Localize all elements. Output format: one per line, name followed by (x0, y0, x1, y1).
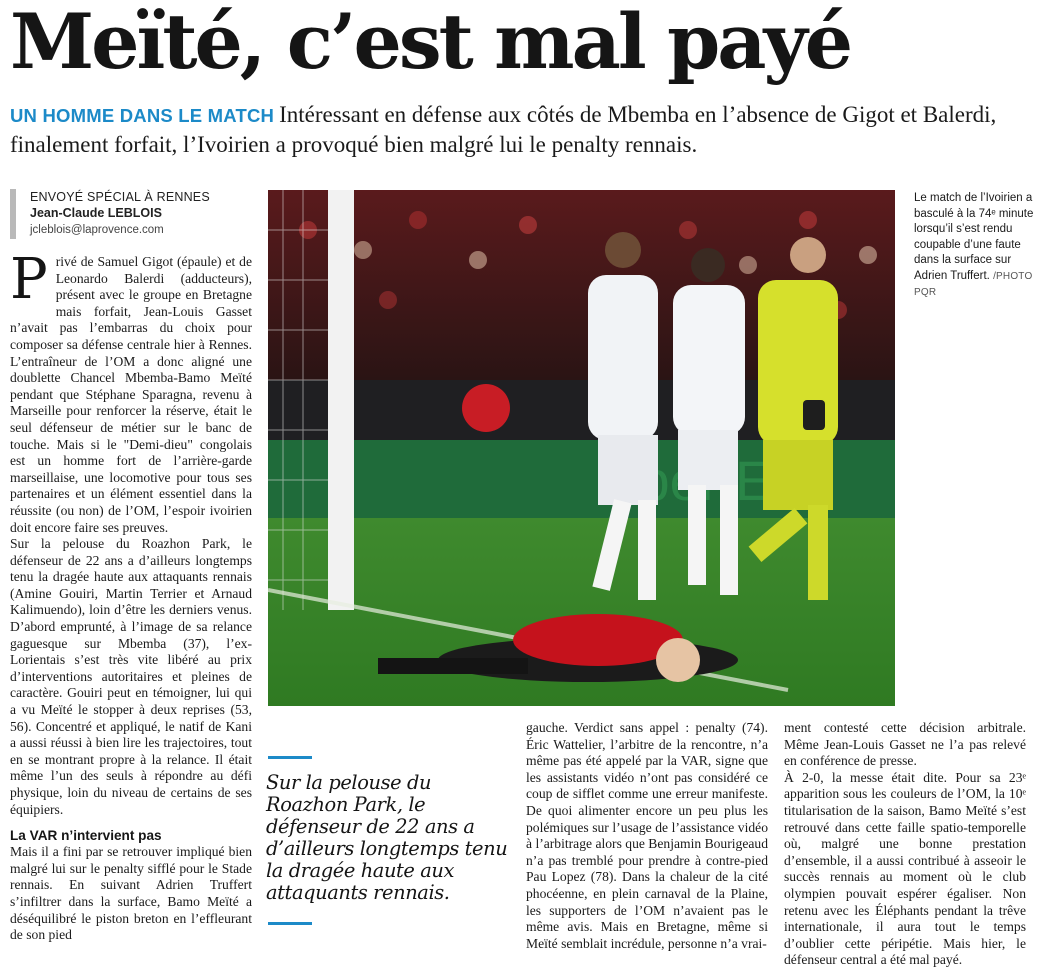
svg-text:Uber E: Uber E (598, 449, 773, 512)
photo-credit: /PHOTO PQR (914, 270, 1033, 298)
article-subhead: La VAR n’intervient pas (10, 828, 162, 844)
photo-caption (914, 191, 1044, 300)
standfirst-kicker: UN HOMME DANS LE MATCH (10, 105, 275, 126)
drop-cap: P (10, 254, 48, 312)
paragraph-1-text: rivé de Samuel Gigot (épaule) et de Leonardo Balerdi (adducteurs), présent avec le groupe en Bretagne mais forfait, Jean-Louis Gasset n’avait pas l’embarras du choix pour composer sa défense centrale hier à Rennes. L’entraîneur de l’OM a donc aligné une doublette Chancel Mbemba-Bamo Meïté pendant que Stéphane Sparagna, revenu à Marseille pour renforcer la réserve, était le seul défenseur de métier sur le banc de touche. Mais si le "Demi-dieu" congolais est un homme fort de l’arrière-garde marseillaise, une locomotive pour tous ses partenaires et un élément essentiel dans la réussite (ou non) de l’OM, l’espoir ivoirien doit encore faire ses preuves. (10, 254, 252, 535)
pull-quote-rule-bottom (268, 922, 312, 925)
caption-text: Le match de l’Ivoirien a basculé à la 74ᵉ minute lorsqu’il s’est rendu coupable d’une faute dans la surface sur Adrien Truffert. (914, 192, 1034, 282)
article-paragraph-6: À 2-0, la messe était dite. Pour sa 23ᵉ apparition sous les couleurs de l’OM, la 10ᵉ titularisation de la saison, Bamo Meïté s’est retrouvé dans cette faille spatio-temporelle où, malgré une bonne prestation d’ensemble, il a aussi contribué à asseoir le succès rennais au moment où le club olympien pouvait espérer égaliser. Non retenu avec les Éléphants pendant la trêve internationale, il aura tout le temps d’oublier cette péripétie. Mais hier, le défenseur central a été mal payé. (784, 769, 1026, 968)
byline-envoy: ENVOYÉ SPÉCIAL À RENNES (30, 190, 210, 204)
byline-author: Jean-Claude LEBLOIS (30, 206, 162, 220)
match-photo (268, 190, 895, 706)
article-column-4 (784, 720, 1026, 978)
article-paragraph-5: ment contesté cette décision arbitrale. Même Jean-Louis Gasset ne l’a pas relevé en conférence de presse. (784, 720, 1026, 769)
standfirst (10, 100, 1046, 159)
byline (10, 189, 260, 239)
article-column-1 (10, 254, 252, 979)
pull-quote: Sur la pelouse du Roazhon Park, le défenseur de 22 ans a d’ailleurs longtemps tenu la dragée haute aux attaquants rennais. (266, 771, 508, 904)
standfirst-text: Intéressant en défense aux côtés de Mbemba en l’absence de Gigot et Balerdi, finalement forfait, l’Ivoirien a provoqué bien malgré lui le penalty rennais. (10, 102, 997, 157)
pull-quote-rule-top (268, 756, 312, 759)
football-match-photo-icon (268, 190, 895, 706)
article-column-3 (526, 720, 768, 978)
article-paragraph-3: Mais il a fini par se retrouver impliqué bien malgré lui sur le penalty sifflé pour le Stade rennais. En suivant Adrien Truffert s’infiltrer dans la surface, Bamo Meïté a déséquilibré le piston breton en l’effleurant de son pied (10, 844, 252, 943)
byline-email[interactable]: jcleblois@laprovence.com (30, 224, 164, 236)
article-paragraph-2: Sur la pelouse du Roazhon Park, le défenseur de 22 ans a d’ailleurs longtemps tenu la dragée haute aux attaquants rennais (Amine Gouiri, Martin Terrier et Arnaud Kalimuendo), loin d’être les derniers venus. D’abord emprunté, à l’image de sa relance gaguesque sur Mbemba (37), l’ex-Lorientais s’est très vite libéré au prix d’interventions autoritaires et pleines de caractère. Gouiri peut en témoigner, lui qui a vu Meïté le stopper à deux reprises (53, 56). Concentré et appliqué, le natif de Kani a aussi réussi à bien lire les trajectoires, tout en se montrant propre à la relance. Il était même l’un des seuls à répondre au défi physique, loin du niveau de certains de ses équipiers. (10, 536, 252, 817)
headline: Meïté, c’est mal payé (10, 0, 851, 86)
article-paragraph-4: gauche. Verdict sans appel : penalty (74). Éric Wattelier, l’arbitre de la rencontre, n’a même pas été appelé par la VAR, signe que les assistants vidéo n’ont pas considéré ce coup de sifflet comme une erreur manifeste. De quoi alimenter encore un peu plus les polémiques sur l’usage de l’assistance vidéo à l’arbitrage alors que Benjamin Bourigeaud n’a pas tremblé pour prendre à contre-pied Pau Lopez (78). Dans la chaleur de la cité phocéenne, en plein carnaval de la Plaine, les supporters de l’OM n’avaient pas le même avis. Mais en Bretagne, même si Meïté semblait incrédule, personne n’a vrai- (526, 720, 768, 951)
article-paragraph-1 (10, 254, 252, 536)
